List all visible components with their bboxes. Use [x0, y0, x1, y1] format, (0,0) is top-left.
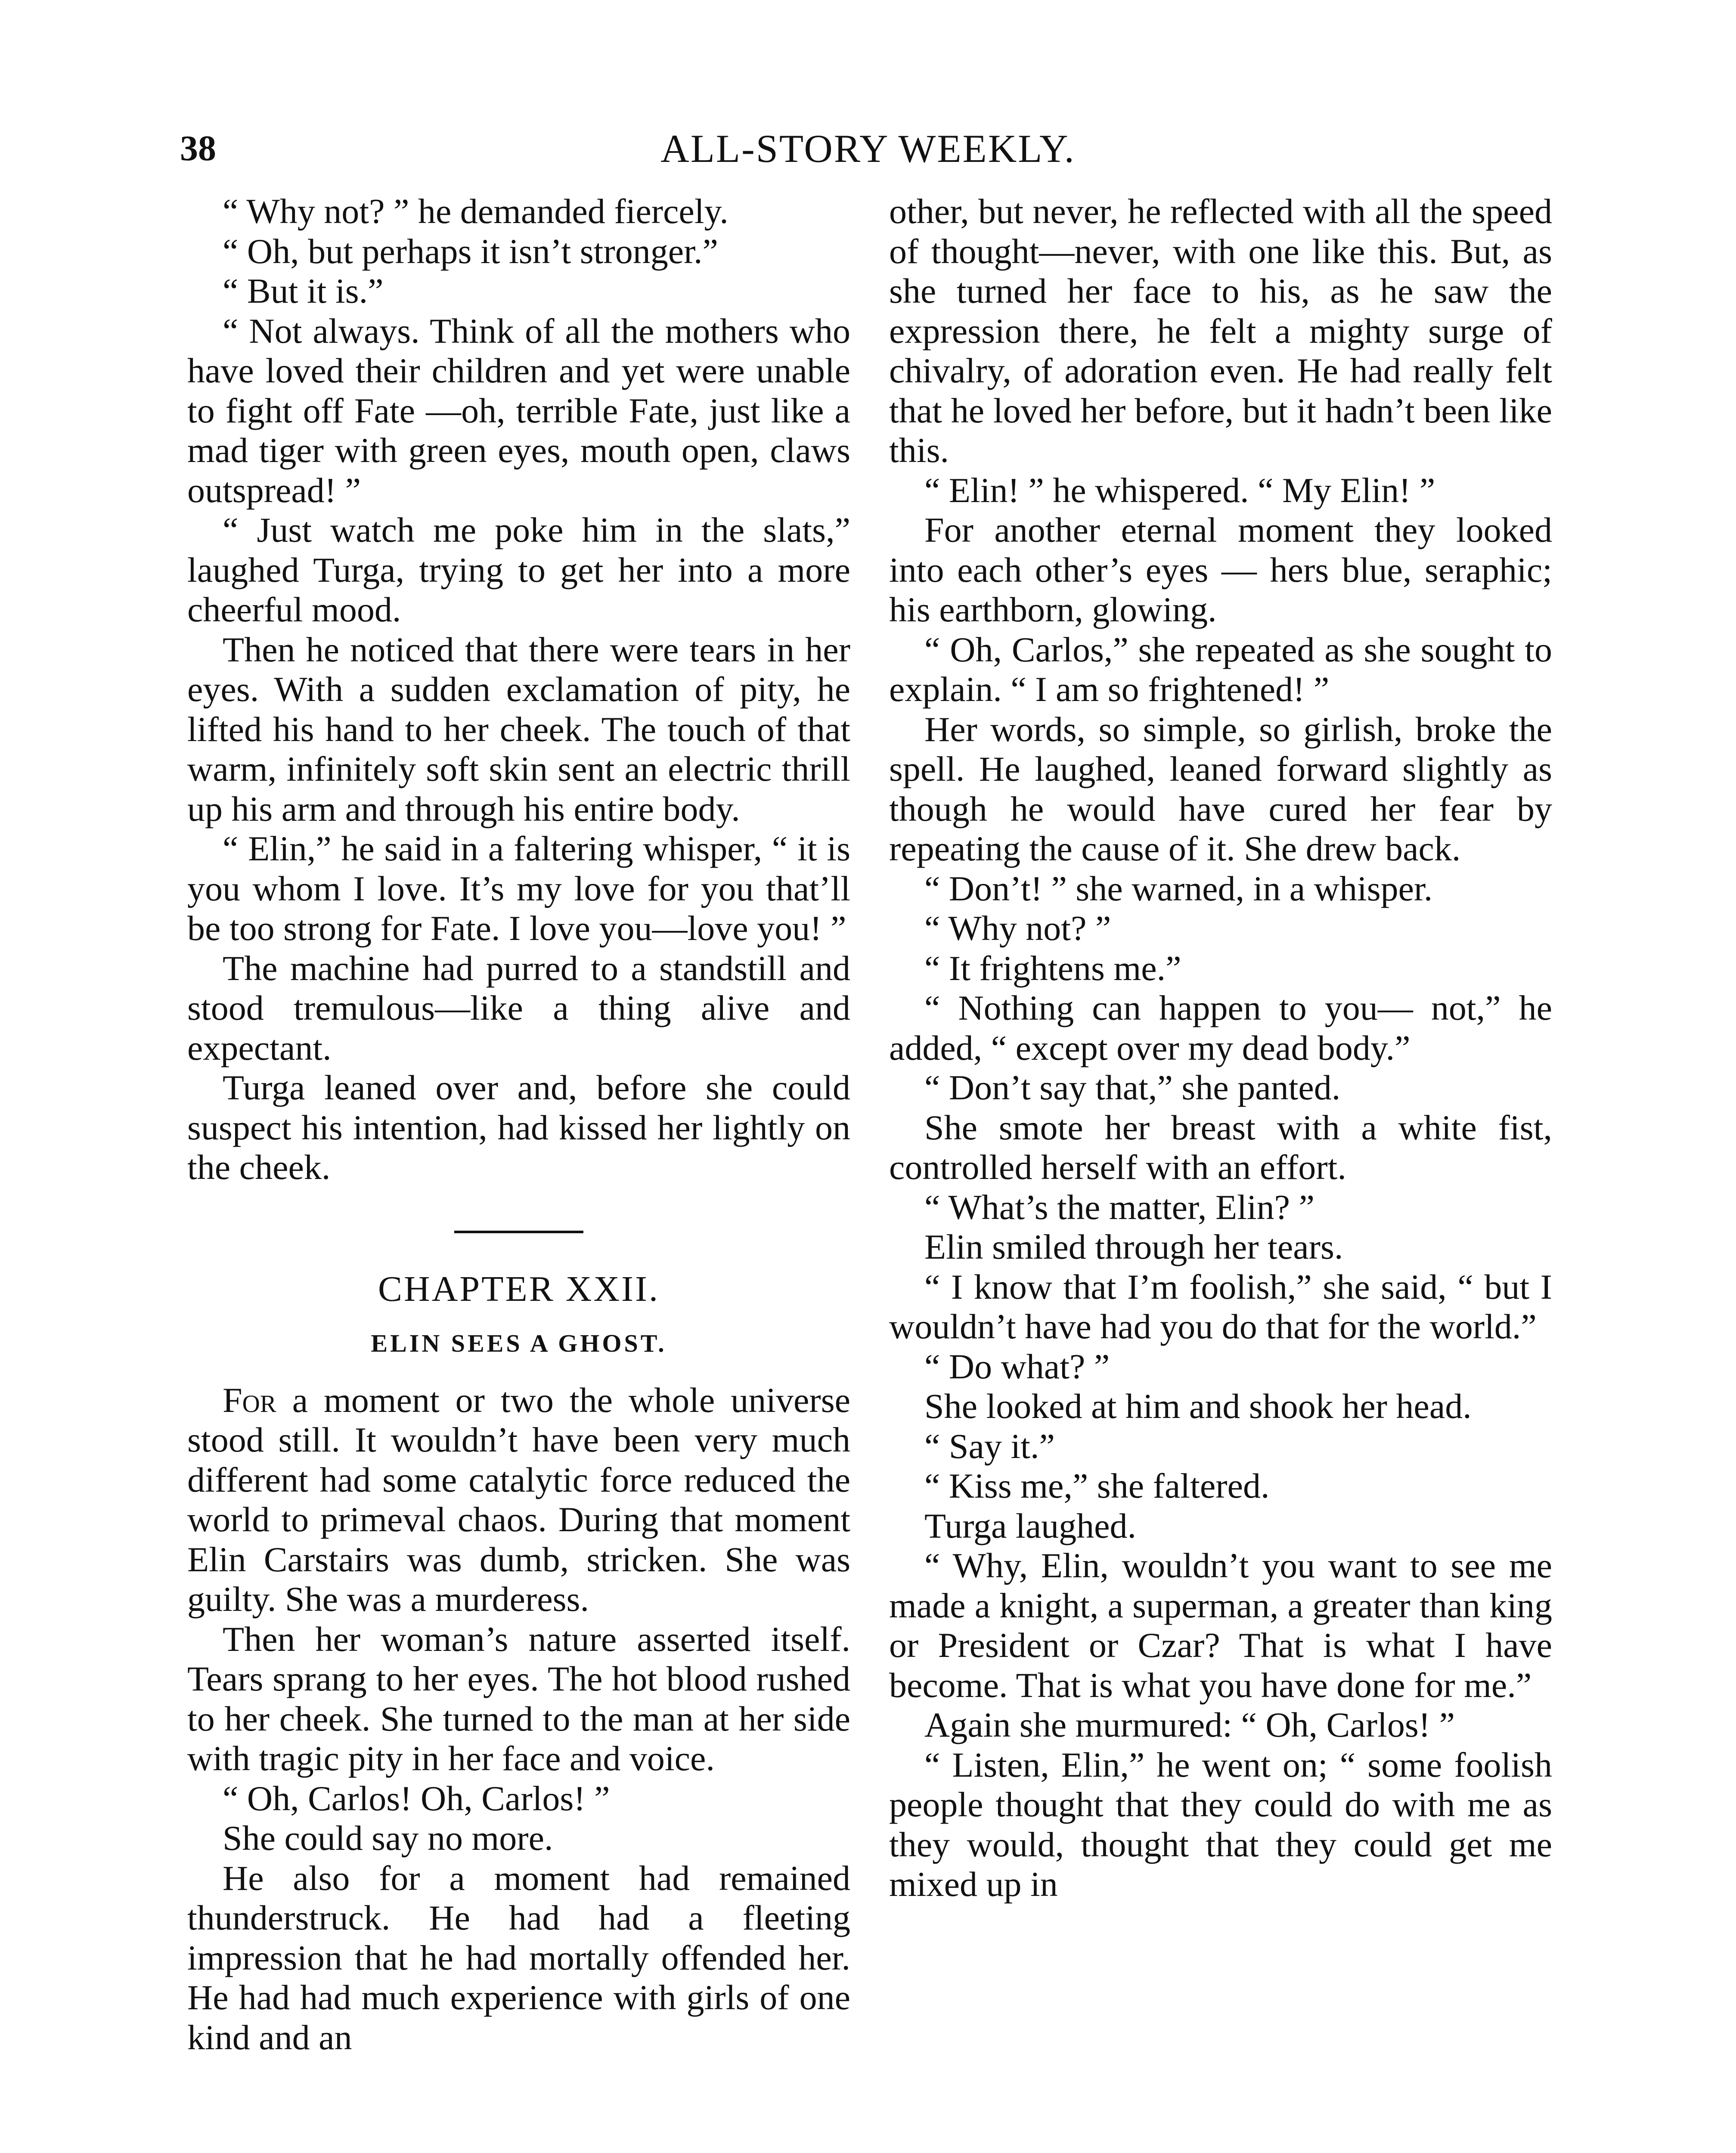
paragraph: “ It frightens me.”: [924, 948, 1181, 988]
chapter-opening-paragraph: [187, 1381, 850, 1619]
chapter-subtitle: ELIN SEES A GHOST.: [371, 1329, 667, 1357]
section-divider: [454, 1231, 583, 1233]
paragraph: Again she murmured: “ Oh, Carlos! ”: [924, 1705, 1455, 1744]
paragraph: The machine had purred to a standstill and stood tremulous—like a thing alive and expectant.: [187, 948, 850, 1067]
paragraph: “ Don’t say that,” she panted.: [924, 1068, 1341, 1107]
paragraph: Turga leaned over and, before she could suspect his intention, had kissed her lightly on the cheek.: [187, 1068, 850, 1187]
paragraph: Her words, so simple, so girlish, broke the spell. He laughed, leaned forward slightly as though he would have cured her fear by repeating the cause of it. She drew back.: [889, 709, 1552, 868]
paragraph: Turga laughed.: [924, 1506, 1136, 1545]
chapter-title: CHAPTER XXII.: [378, 1269, 660, 1309]
paragraph: “ Just watch me poke him in the slats,” laughed Turga, trying to get her into a more cheerful mood.: [187, 510, 850, 629]
paragraph: “ Elin,” he said in a faltering whisper, “ it is you whom I love. It’s my love for you that’ll be too strong for Fate. I love you—love you! ”: [187, 829, 850, 948]
paragraph: “ But it is.”: [223, 271, 384, 310]
paragraph: Then he noticed that there were tears in her eyes. With a sudden exclamation of pity, he lifted his hand to her cheek. The touch of that warm, infinitely soft skin sent an electric thrill up his arm and through his entire body.: [187, 630, 850, 828]
paragraph: “ Nothing can happen to you— not,” he added, “ except over my dead body.”: [889, 988, 1552, 1067]
paragraph: “ Oh, Carlos! Oh, Carlos! ”: [223, 1778, 610, 1818]
continued-paragraph: other, but never, he reflected with all the speed of thought—never, with one like this. But, as she turned her face to his, as he saw the expression there, he felt a mighty surge of chivalry, of adoration even. He had really felt that he loved her before, but it hadn’t been like this.: [889, 192, 1552, 470]
paragraph: “ Why, Elin, wouldn’t you want to see me made a knight, a superman, a greater than king or President or Czar? That is what I have become. That is what you have done for me.”: [889, 1546, 1552, 1705]
paragraph: He also for a moment had remained thunderstruck. He had had a fleeting impression that he had mortally offended her. He had had much experience with girls of one kind and an: [187, 1858, 850, 2057]
paragraph: “ I know that I’m foolish,” she said, “ but I wouldn’t have had you do that for the world.”: [889, 1267, 1552, 1346]
paragraph: “ Not always. Think of all the mothers who have loved their children and yet were unable to fight off Fate —oh, terrible Fate, just like a mad tiger with green eyes, mouth open, claws outspread! ”: [187, 311, 850, 510]
paragraph: “ Do what? ”: [924, 1346, 1110, 1386]
paragraph: “ Oh, but perhaps it isn’t stronger.”: [223, 231, 718, 271]
paragraph: She looked at him and shook her head.: [924, 1387, 1472, 1426]
paragraph: Then her woman’s nature asserted itself. Tears sprang to her eyes. The hot blood rushed to her cheek. She turned to the man at her side with tragic pity in her face and voice.: [187, 1619, 850, 1778]
paragraph: She could say no more.: [223, 1818, 553, 1858]
paragraph: She smote her breast with a white fist, controlled herself with an effort.: [889, 1108, 1552, 1187]
paragraph: “ Elin! ” he whispered. “ My Elin! ”: [924, 470, 1435, 510]
paragraph: “ Why not? ” he demanded fiercely.: [223, 192, 728, 231]
left-column: [187, 192, 850, 2057]
page-number: 38: [180, 128, 216, 168]
paragraph: “ Why not? ”: [924, 909, 1111, 948]
chapter-first-word: For: [223, 1380, 276, 1420]
paragraph: “ What’s the matter, Elin? ”: [924, 1187, 1314, 1227]
right-column: [889, 192, 1552, 1905]
paragraph: Elin smiled through her tears.: [924, 1227, 1343, 1266]
chapter-opening-text: a moment or two the whole universe stood still. It wouldn’t have been very much different had some catalytic force reduced the world to primeval chaos. During that moment Elin Carstairs was dumb, stricken. She was guilty. She was a murderess.: [187, 1380, 850, 1619]
paragraph: “ Oh, Carlos,” she repeated as she sought to explain. “ I am so frightened! ”: [889, 630, 1552, 709]
running-title: ALL-STORY WEEKLY.: [660, 127, 1076, 171]
page-header: [0, 125, 1736, 172]
paragraph: “ Say it.”: [924, 1426, 1055, 1466]
paragraph: “ Kiss me,” she faltered.: [924, 1466, 1270, 1505]
paragraph: “ Listen, Elin,” he went on; “ some foolish people thought that they could do with me as they would, thought that they could get me mixed up in: [889, 1745, 1552, 1904]
paragraph: “ Don’t! ” she warned, in a whisper.: [924, 869, 1433, 908]
paragraph: For another eternal moment they looked into each other’s eyes — hers blue, seraphic; his earthborn, glowing.: [889, 510, 1552, 629]
